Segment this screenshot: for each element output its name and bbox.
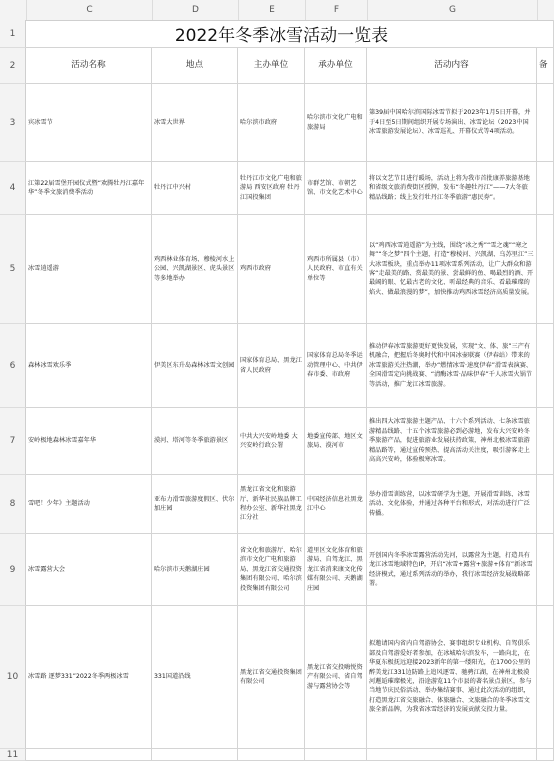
column-header-h[interactable]	[537, 0, 554, 20]
table-cell-organizer[interactable]	[238, 162, 305, 215]
table-cell-content[interactable]	[367, 215, 537, 324]
cell-text: 331国道沿线	[154, 673, 191, 681]
table-cell-organizer[interactable]	[238, 408, 305, 475]
table-cell-remark[interactable]	[537, 534, 554, 606]
table-cell-location[interactable]	[152, 475, 238, 534]
table-cell-location[interactable]	[152, 324, 238, 408]
column-header-d[interactable]: D	[152, 0, 238, 20]
table-cell-name[interactable]	[26, 324, 152, 408]
row-header[interactable]: 3	[0, 84, 26, 162]
table-cell-undertaker[interactable]	[305, 84, 367, 162]
header-label: 地点	[185, 59, 204, 70]
table-cell-remark[interactable]	[537, 162, 554, 215]
table-cell-undertaker[interactable]	[305, 606, 367, 749]
row-header[interactable]: 6	[0, 324, 26, 408]
table-cell-name[interactable]	[26, 408, 152, 475]
table-cell-empty[interactable]	[367, 749, 537, 761]
table-cell-content[interactable]	[367, 534, 537, 606]
row-header[interactable]: 2	[0, 48, 26, 84]
corner-cell[interactable]	[0, 0, 26, 20]
table-cell-organizer[interactable]	[238, 606, 305, 749]
header-label: 承办单位	[318, 59, 353, 70]
header-content[interactable]	[367, 48, 537, 84]
table-cell[interactable]	[537, 20, 554, 48]
cell-text: 举办滑雪训练营，以冰雪研学为主题，开展滑雪训练、冰雪活动、文化体验，并通过各种平台和形式，对活动进行广泛传播。	[369, 490, 530, 517]
cell-text: 宾冰雪节	[28, 118, 53, 126]
table-cell-undertaker[interactable]	[305, 215, 367, 324]
table-cell-location[interactable]	[152, 408, 238, 475]
table-cell-name[interactable]	[26, 606, 152, 749]
page-title[interactable]: 2022年冬季冰雪活动一览表	[26, 20, 537, 48]
table-cell-content[interactable]	[367, 324, 537, 408]
cell-text: 牡丹江市文化广电和旅游局 西安区政府 牡丹江国投集团	[240, 174, 302, 201]
cell-text: 冰雪大世界	[154, 118, 185, 126]
table-cell-organizer[interactable]	[238, 324, 305, 408]
cell-text: 地委宣传部、地区文旅局、漠河市	[307, 432, 363, 449]
column-header-c[interactable]: C	[26, 0, 152, 20]
cell-text: 冰雪逍遥游	[28, 265, 59, 273]
row-header[interactable]: 1	[0, 20, 26, 48]
table-cell-content[interactable]	[367, 475, 537, 534]
header-organizer[interactable]	[238, 48, 305, 84]
row-header[interactable]: 11	[0, 749, 26, 761]
table-cell-remark[interactable]	[537, 475, 554, 534]
table-cell-undertaker[interactable]	[305, 475, 367, 534]
table-cell-location[interactable]	[152, 534, 238, 606]
cell-text: 第39届中国哈尔滨国际冰雪节拟于2023年1月5日开幕，并于4日至5日期间组织开展专场演出、冰雪论坛（2023中国冰雪旅游发展论坛）、冰雪巡礼、开幕仪式等4项活动。	[369, 109, 531, 136]
header-activity-name[interactable]	[26, 48, 152, 84]
table-cell-name[interactable]	[26, 162, 152, 215]
row-header[interactable]: 8	[0, 475, 26, 534]
table-cell-organizer[interactable]	[238, 475, 305, 534]
cell-text: 森林冰雪欢乐季	[28, 361, 72, 369]
header-remark[interactable]	[537, 48, 554, 84]
table-cell-empty[interactable]	[152, 749, 238, 761]
cell-text: 道里区文化体育和旅游局、自驾龙江、黑龙江省消来康文化传媒有限公司、天鹅湖庄园	[307, 546, 363, 592]
cell-text: 中国经济信息社黑龙江中心	[307, 495, 363, 512]
cell-text: 漠河、塔河等冬季旅游景区	[154, 437, 229, 445]
table-cell-empty[interactable]	[305, 749, 367, 761]
cell-text: 伊美区东升岛森林冰雪文创园	[154, 361, 235, 369]
cell-text: 黑龙江省文化和旅游厅、新华社民族品牌工程办公室、新华社黑龙江分社	[240, 486, 302, 522]
table-cell-empty[interactable]	[238, 749, 305, 761]
row-header[interactable]: 9	[0, 534, 26, 606]
cell-text: 牡丹江中兴村	[154, 184, 192, 192]
cell-text: 黑龙江省交投嗨悦资产有限公司、省自驾游与露营协会等	[307, 663, 363, 690]
header-undertaker[interactable]	[305, 48, 367, 84]
cell-text: 拟邀请国内省内自驾游协会、赛事组织专业机构、自驾俱乐部及自驾游爱好者参加，在冰城哈尔滨发车，一路向北，在华夏东极抚远迎接2023新年的第一缕阳光，在1700公里的醉美龙江331边防路上追风逐雪、驰骋江湖，在神州北极漠河邂逅璀璨极光，沿途游览11个市县的著名景点景区，参与当地节庆民俗活动、举办集结赛事、通过此次活动的组织，打造黑龙江省交旅融合、体旅融合、文旅融合的冬季冰雪文旅全新品牌，为我省冰雪经济的发展贡献交投力量。	[369, 640, 532, 714]
cell-text: 国家体育总局冬季运动管理中心、中共伊春市委、市政府	[307, 352, 363, 379]
row-header[interactable]: 4	[0, 162, 26, 215]
row-header[interactable]: 7	[0, 408, 26, 475]
table-cell-content[interactable]	[367, 606, 537, 749]
table-cell-name[interactable]	[26, 534, 152, 606]
header-label: 备	[539, 59, 548, 70]
row-header[interactable]: 10	[0, 606, 26, 749]
cell-text: 安岭极地森林冰雪嘉年华	[28, 437, 97, 445]
cell-text: 省文化和旅游厅、哈尔滨市文化广电和旅游局、黑龙江省交通投资集团有限公司、哈尔滨投资集团有限公司	[240, 546, 302, 592]
cell-text: 雪吧！少年》主题活动	[28, 500, 90, 508]
cell-text: 中共大兴安岭地委 大兴安岭行政公署	[240, 432, 298, 449]
header-location[interactable]	[152, 48, 238, 84]
table-cell-undertaker[interactable]	[305, 534, 367, 606]
table-cell-remark[interactable]	[537, 84, 554, 162]
cell-text: 江第22届雪堡开园仪式暨“欢腾牡丹江嘉年华”冬季文旅消费季活动	[28, 179, 145, 196]
table-cell-content[interactable]	[367, 84, 537, 162]
table-cell-empty[interactable]	[26, 749, 152, 761]
cell-text: 亚布力滑雪旅游度假区、伏尔加庄园	[154, 495, 235, 512]
table-cell-name[interactable]	[26, 215, 152, 324]
cell-text: 将以文艺节目进行暖场，活动上将为我市首批康养旅游基地和省级文旅消费街区授牌，发布“冬趣牡丹江”——7大冬旅精品线路；线上发行牡丹江冬季旅游“惠民券”。	[369, 174, 530, 201]
table-cell-location[interactable]	[152, 606, 238, 749]
header-label: 活动内容	[434, 59, 469, 70]
table-cell-organizer[interactable]	[238, 215, 305, 324]
table-cell-remark[interactable]	[537, 408, 554, 475]
table-cell-location[interactable]	[152, 162, 238, 215]
header-label: 活动名称	[71, 59, 106, 70]
table-cell-content[interactable]	[367, 408, 537, 475]
table-cell-location[interactable]	[152, 84, 238, 162]
cell-text: 推出四大冰雪旅游主题产品、十六个系列活动、七条冰雪旅游精品线路、十五个冰雪旅游必到必游地，发布大兴安岭冬季旅游产品，促进旅游业发展扶持政策，神州北极冰雪旅游精品路等，通过宣传预热、提高活动关注度，吸引游客走上高高兴安岭，体验极寒冰雪。	[369, 418, 530, 464]
cell-text: 推动伊春冰雪旅游更好更快发展，实现“文、体、旅”三产有机融合，把握后冬奥时代和中国冰壶联赛（伊春站）带来的冰雪旅游关注热潮，举办“燃情冰雪·速度伊春”滑雪表演赛、全国滑雪定向挑战赛、“清酶冰雪·品味伊春”千人冰雪火锅节等活动，推广龙江冰雪旅游。	[369, 342, 533, 388]
table-cell-remark[interactable]	[537, 324, 554, 408]
column-header-g[interactable]: G	[367, 0, 537, 20]
header-label: 主办单位	[253, 59, 289, 70]
cell-text: 鸡西市政府	[240, 265, 271, 273]
table-cell-organizer[interactable]	[238, 84, 305, 162]
table-cell-undertaker[interactable]	[305, 324, 367, 408]
cell-text: 冰雪路 逐梦331”2022冬季两极冰雪	[28, 673, 129, 681]
table-cell-organizer[interactable]	[238, 534, 305, 606]
table-cell-remark[interactable]	[537, 215, 554, 324]
cell-text: 哈尔滨市天鹅湖庄园	[154, 565, 210, 573]
cell-text: 黑龙江省交通投资集团有限公司	[240, 668, 302, 685]
column-header-f[interactable]: F	[305, 0, 367, 20]
table-cell-empty[interactable]	[537, 749, 554, 761]
table-cell-location[interactable]	[152, 215, 238, 324]
cell-text: 鸡西林业体育场、穆棱河水上公园、兴凯湖景区、虎头景区等多地举办	[154, 255, 235, 282]
cell-text: 市群艺馆、市朝艺馆、市文化艺术中心	[307, 179, 363, 196]
cell-text: 鸡西市所属县（市）人民政府、市直有关单位等	[307, 255, 363, 282]
table-cell-remark[interactable]	[537, 606, 554, 749]
row-header[interactable]: 5	[0, 215, 26, 324]
table-cell-name[interactable]	[26, 475, 152, 534]
cell-text: 哈尔滨市政府	[240, 118, 278, 126]
table-cell-undertaker[interactable]	[305, 162, 367, 215]
column-header-e[interactable]: E	[238, 0, 305, 20]
cell-text: 开创国内冬季冰雪露营活动先河，以露营为主题，打造具有龙江冰雪地域特色IP，开启“冰雪+露营+旅游+体育”新冰雪经济模式，通过系列活动的举办，我行冰雪经济发展战略部署。	[369, 551, 533, 587]
cell-text: 冰雪露营大会	[28, 565, 66, 573]
table-cell-content[interactable]	[367, 162, 537, 215]
column-header-bar	[0, 0, 554, 21]
table-cell-name[interactable]	[26, 84, 152, 162]
cell-text: 哈尔滨市文化广电和旅游局	[307, 114, 363, 131]
table-cell-undertaker[interactable]	[305, 408, 367, 475]
cell-text: 国家体育总局、黑龙江省人民政府	[240, 357, 302, 374]
cell-text: 以“鸡西冰雪逍遥游”为主线，围绕“冰之秀”“雪之魂”“寒之舞”“冬之梦”四个主题，打造“穆棱河、兴凯湖、乌苏里江”三大冰雪板块，重点举办11项冰雪系列活动，让广大群众和游客“走最美的路、赏最美的景、尝最鲜的鱼、喝最烈的酒、开最阔的眼、忆最古老的文化、听最经典的音乐、看最璀璨的焰火、做最浪漫的梦”，加快推动鸡西冰雪经济高质量发展。	[369, 241, 534, 296]
